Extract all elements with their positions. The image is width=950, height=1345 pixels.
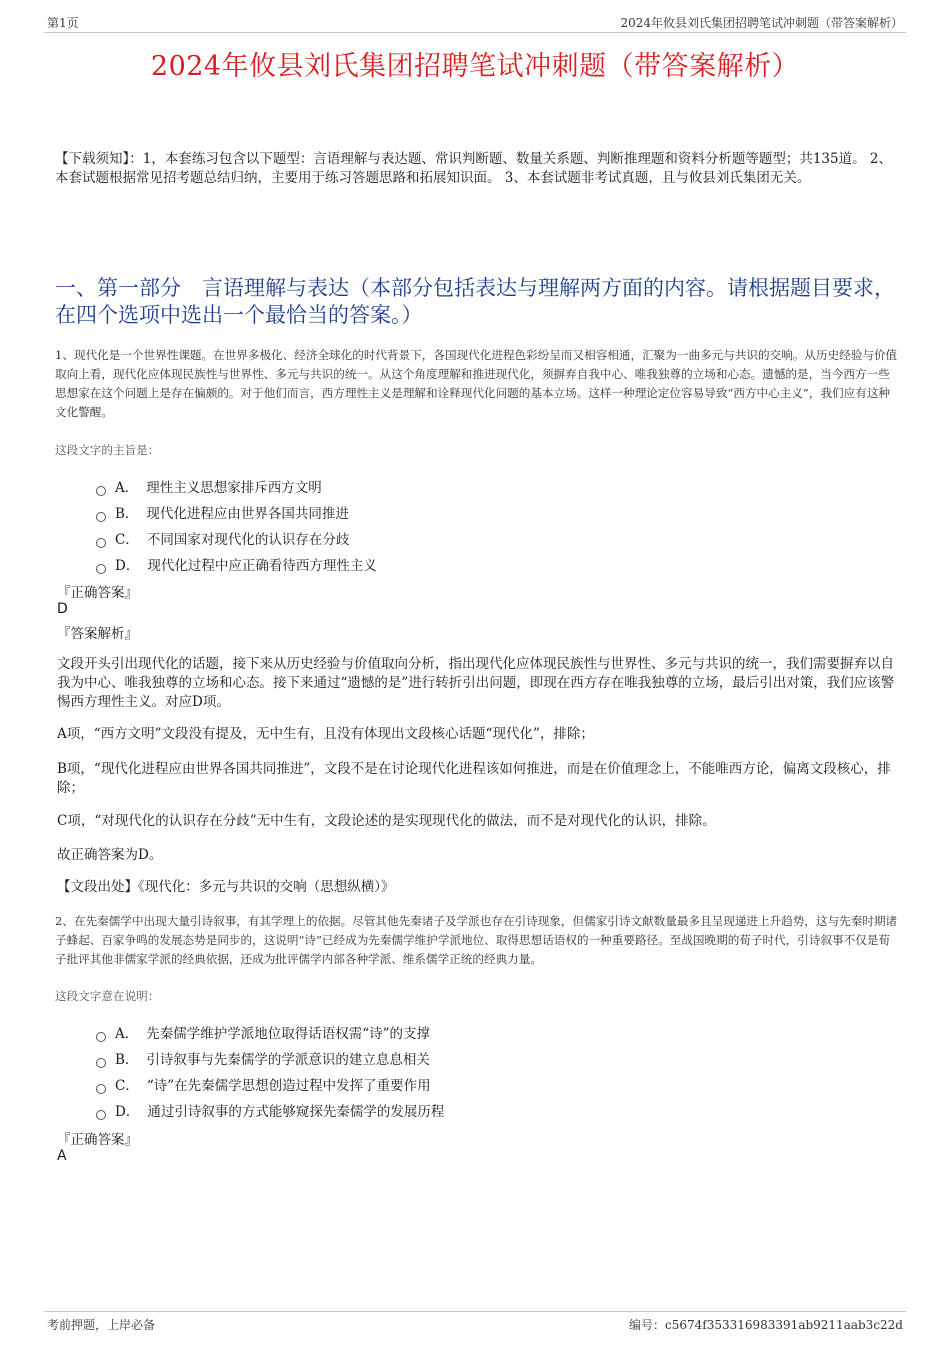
page-header: [44, 14, 906, 33]
question-1-analysis-b: B项，“现代化进程应由世界各国共同推进”，文段不是在讨论现代化进程该如何推进，而是在价值理念上，不能唯西方论，偏离文段核心，排除；: [57, 761, 891, 796]
question-1-option-d[interactable]: D． 现代化过程中应正确看待西方理性主义: [96, 554, 377, 574]
question-2-text: 2、在先秦儒学中出现大量引诗叙事，有其学理上的依据。尽管其他先秦诸子及学派也存在引诗现象，但儒家引诗文献数量最多且呈现递进上升趋势，这与先秦时期诸子蜂起、百家争鸣的发展态势是同步的，这说明“诗”已经成为先秦儒学维护学派地位、取得思想话语权的一种重要路径。至战国晚期的荀子时代，引诗叙事不仅是荀子批评其他非儒家学派的经典依据，还成为批评儒学内部各种学派、维系儒学正统的经典力量。: [55, 914, 898, 966]
question-1-option-a[interactable]: A． 理性主义思想家排斥西方文明: [96, 476, 322, 496]
radio-icon[interactable]: [96, 512, 106, 522]
question-1-option-b[interactable]: B． 现代化进程应由世界各国共同推进: [96, 502, 349, 522]
radio-icon[interactable]: [96, 1032, 106, 1042]
question-2-answer: A: [57, 1148, 67, 1164]
question-1-analysis-conclusion: 故正确答案为D。: [57, 847, 163, 863]
question-2-option-a[interactable]: A． 先秦儒学维护学派地位取得话语权需“诗”的支撑: [96, 1022, 430, 1042]
question-1-prompt: 这段文字的主旨是：: [55, 443, 160, 457]
question-2-option-b[interactable]: B． 引诗叙事与先秦儒学的学派意识的建立息息相关: [96, 1048, 430, 1068]
question-1-analysis-c: C项，“对现代化的认识存在分歧”无中生有，文段论述的是实现现代化的做法，而不是对现代化的认识，排除。: [57, 813, 716, 829]
radio-icon[interactable]: [96, 538, 106, 548]
radio-icon[interactable]: [96, 486, 106, 496]
question-2-answer-label: 『正确答案』: [57, 1132, 138, 1148]
question-2-option-d[interactable]: D． 通过引诗叙事的方式能够窥探先秦儒学的发展历程: [96, 1100, 444, 1120]
page-title: 2024年攸县刘氏集团招聘笔试冲刺题（带答案解析）: [150, 51, 800, 82]
question-1-source: 【文段出处】《现代化：多元与共识的交响（思想纵横）》: [57, 879, 395, 895]
question-1-option-c[interactable]: C． 不同国家对现代化的认识存在分歧: [96, 528, 349, 548]
question-1-analysis-label: 『答案解析』: [57, 626, 138, 642]
page-footer: [44, 1311, 906, 1332]
footer-doc-id: 编号：c5674f353316983391ab9211aab3c22d: [629, 1318, 903, 1332]
radio-icon[interactable]: [96, 1084, 106, 1094]
section-heading: 一、第一部分 言语理解与表达（本部分包括表达与理解两方面的内容。请根据题目要求，在四个选项中选出一个最恰当的答案。）: [55, 276, 895, 327]
download-notice: 【下载须知】：1，本套练习包含以下题型：言语理解与表达题、常识判断题、数量关系题、判断推理题和资料分析题等题型；共135道。 2、本套试题根据常见招考题总结归纳，主要用于练习答题思路和拓展知识面。 3、本套试题非考试真题，且与攸县刘氏集团无关。: [55, 151, 892, 186]
question-1-analysis-main: 文段开头引出现代化的话题，接下来从历史经验与价值取向分析，指出现代化应体现民族性与世界性、多元与共识的统一，我们需要摒弃以自我为中心、唯我独尊的立场和心态。接下来通过“遗憾的是”进行转折引出问题，即现在西方存在唯我独尊的立场，最后引出对策，我们应该警惕西方理性主义。对应D项。: [57, 656, 895, 710]
radio-icon[interactable]: [96, 564, 106, 574]
question-1-text: 1、现代化是一个世界性课题。在世界多极化、经济全球化的时代背景下，各国现代化进程色彩纷呈而又相容相通，汇聚为一曲多元与共识的交响。从历史经验与价值取向上看，现代化应体现民族性与世界性、多元与共识的统一。从这个角度理解和推进现代化，须摒弃自我中心、唯我独尊的立场和心态。遗憾的是，当今西方一些思想家在这个问题上是存在偏颇的。对于他们而言，西方理性主义是理解和诠释现代化问题的基本立场。这样一种理论定位容易导致“西方中心主义”，我们应有这种文化警醒。: [55, 348, 898, 419]
footer-slogan: 考前押题，上岸必备: [47, 1318, 156, 1332]
question-1-answer: D: [57, 601, 68, 617]
question-2-option-c[interactable]: C． “诗”在先秦儒学思想创造过程中发挥了重要作用: [96, 1074, 431, 1094]
question-1-answer-label: 『正确答案』: [57, 585, 138, 601]
page-number: 第1页: [47, 16, 79, 30]
question-2-prompt: 这段文字意在说明：: [55, 989, 160, 1003]
radio-icon[interactable]: [96, 1058, 106, 1068]
question-1-analysis-a: A项，“西方文明”文段没有提及，无中生有，且没有体现出文段核心话题“现代化”，排除；: [57, 726, 594, 742]
header-doc-title: 2024年攸县刘氏集团招聘笔试冲刺题（带答案解析）: [620, 16, 903, 30]
radio-icon[interactable]: [96, 1110, 106, 1120]
